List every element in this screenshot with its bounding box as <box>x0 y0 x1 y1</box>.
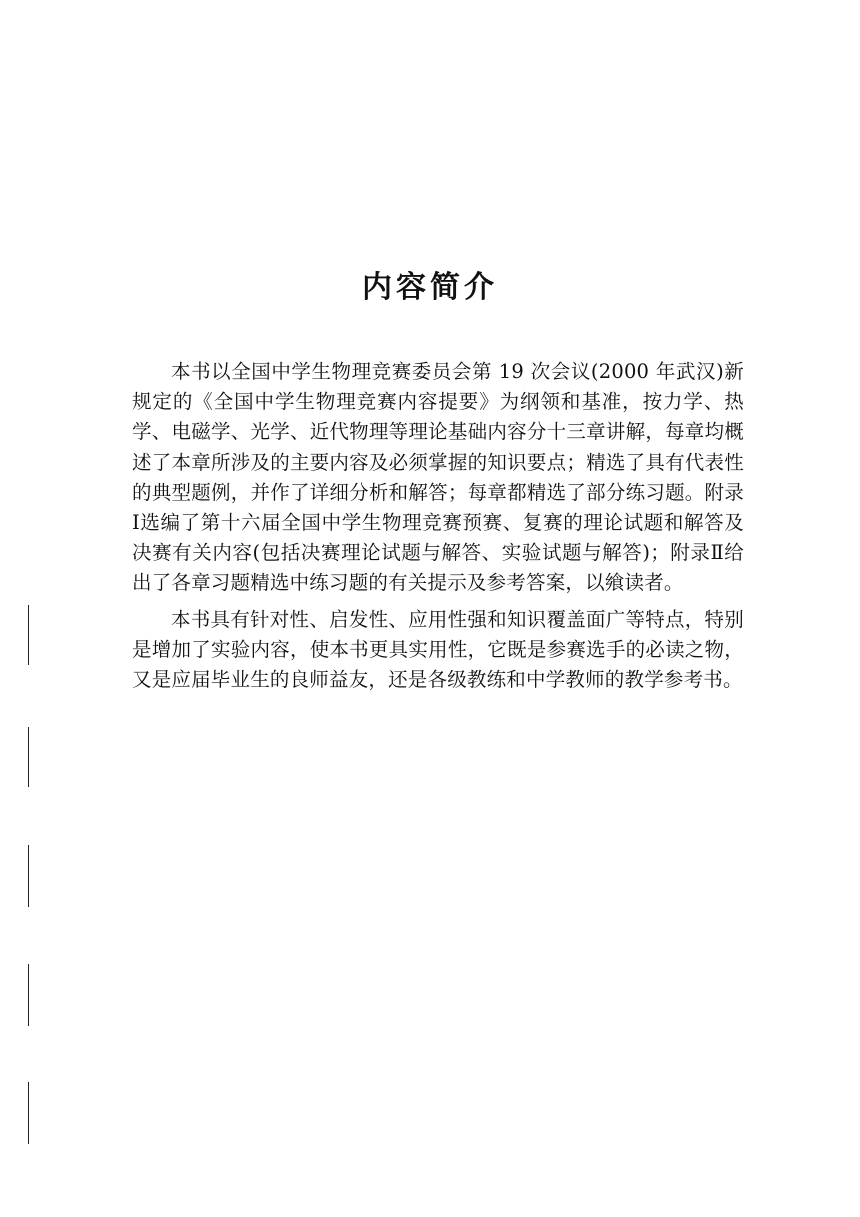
margin-line-4 <box>28 964 29 1026</box>
margin-line-2 <box>28 727 29 787</box>
paragraph-1: 本书以全国中学生物理竞赛委员会第 19 次会议(2000 年武汉)新规定的《全国中学生物理竞赛内容提要》为纲领和基准，按力学、热学、电磁学、光学、近代物理等理论基础内容分十三章讲解，每章均概述了本章所涉及的主要内容及必须掌握的知识要点；精选了具有代表性的典型题例，并作了详细分析和解答；每章都精选了部分练习题。附录Ⅰ选编了第十六届全国中学生物理竞赛预赛、复赛的理论试题和解答及决赛有关内容(包括决赛理论试题与解答、实验试题与解答)；附录Ⅱ给出了各章习题精选中练习题的有关提示及参考答案，以飨读者。 <box>132 360 744 595</box>
margin-line-3 <box>28 845 29 907</box>
margin-line-5 <box>28 1082 29 1144</box>
page-title: 内容简介 <box>362 270 498 305</box>
margin-line-1 <box>28 605 29 665</box>
body-text <box>132 357 744 701</box>
paragraph-2: 本书具有针对性、启发性、应用性强和知识覆盖面广等特点，特别是增加了实验内容，使本书更具实用性，它既是参赛选手的必读之物，又是应届毕业生的良师益友，还是各级教练和中学教师的教学参考书。 <box>132 607 744 692</box>
